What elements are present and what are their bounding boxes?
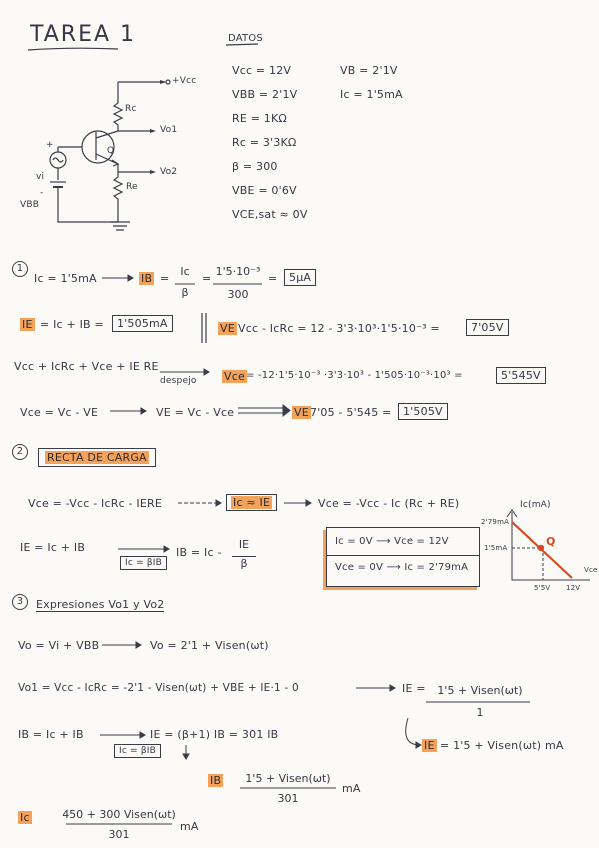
page-title: TAREA 1 bbox=[30, 22, 137, 47]
s3-vo-expr: Vo = Vi + VBB bbox=[18, 639, 100, 652]
s1-ve2-result: 1'505V bbox=[398, 403, 448, 420]
s1-ic-value: Ic = 1'5mA bbox=[34, 272, 97, 285]
s3-ic-unit: mA bbox=[180, 820, 199, 833]
datos-item: β = 300 bbox=[232, 160, 278, 173]
s3-ie-beta: IE = (β+1) IB = 301 IB bbox=[150, 728, 279, 741]
datos-item: VB = 2'1V bbox=[340, 64, 398, 77]
graph-xlabel: Vce bbox=[584, 566, 598, 574]
datos-item: RE = 1KΩ bbox=[232, 112, 288, 125]
s3-ie-label: IE = bbox=[402, 682, 426, 695]
vo1-label: Vo1 bbox=[160, 125, 178, 135]
s1-ib-result: 5μA bbox=[284, 269, 316, 286]
s3-vo1-expr: Vo1 = Vcc - IcRc = -2'1 - Visen(ωt) + VBE + IE·1 - 0 bbox=[18, 682, 299, 694]
s1-eq: = bbox=[160, 272, 170, 285]
s3-ib-symbol: IB bbox=[210, 774, 222, 787]
s3-ie-result: = 1'5 + Visen(ωt) mA bbox=[440, 739, 564, 752]
s3-ic-box: Ic = βIB bbox=[114, 744, 161, 758]
graph-ytick-1: 2'79mA bbox=[481, 518, 510, 526]
s1-ib-symbol: IB bbox=[141, 272, 153, 285]
s1-despejo: despejo bbox=[160, 376, 197, 386]
s3-ib-unit: mA bbox=[342, 782, 361, 795]
s1-ve2-expr: 7'05 - 5'545 = bbox=[310, 406, 392, 419]
s3-vo-expr2: Vo = 2'1 + Visen(ωt) bbox=[150, 639, 269, 652]
section-3-title: Expresiones Vo1 y Vo2 bbox=[36, 598, 165, 611]
datos-item: Vcc = 12V bbox=[232, 64, 292, 77]
datos-item: Ic = 1'5mA bbox=[340, 88, 403, 101]
rc-label: Rc bbox=[125, 104, 137, 114]
s2-ic-box: Ic = βIB bbox=[120, 556, 167, 570]
s2-vce-expr: Vce = -Vcc - IcRc - IERE bbox=[28, 497, 162, 510]
s1-ve-expr: Vcc - IcRc = 12 - 3'3·10³·1'5·10⁻³ = bbox=[238, 322, 440, 335]
vcc-label: +Vcc bbox=[172, 76, 197, 86]
re-label: Re bbox=[126, 182, 138, 192]
s1-ie-symbol: IE bbox=[22, 318, 33, 331]
s3-ie-symbol: IE bbox=[424, 739, 435, 752]
s1-ve-symbol: VE bbox=[220, 322, 235, 335]
s2-frac-den: β bbox=[232, 556, 256, 570]
s2-cond-2: Vce = 0V ⟶ Ic = 2'79mA bbox=[335, 562, 469, 573]
s1-vce-result: 5'545V bbox=[496, 367, 546, 384]
s1-kvl-expr: Vcc + IcRc + Vce + IE RE bbox=[14, 360, 159, 373]
s1-ve-result: 7'05V bbox=[466, 319, 509, 336]
s1-frac1-den: β bbox=[181, 286, 189, 299]
vbb-label: VBB bbox=[20, 200, 40, 210]
graph-ylabel: Ic(mA) bbox=[520, 500, 551, 510]
s1-ve-def: VE = Vc - Vce bbox=[156, 406, 235, 419]
datos-item: Rc = 3'3KΩ bbox=[232, 136, 297, 149]
s1-frac2-den: 300 bbox=[227, 288, 249, 301]
s1-ve2-symbol: VE bbox=[294, 406, 309, 419]
s1-ie-expr: = Ic + IB = bbox=[40, 318, 104, 331]
s1-vce-symbol: Vce bbox=[224, 370, 245, 383]
graph-ytick-2: 1'5mA bbox=[484, 544, 508, 552]
s1-ie-result: 1'505mA bbox=[112, 315, 173, 332]
s3-ie-num: 1'5 + Visen(ωt) bbox=[437, 684, 523, 697]
s3-ic-den: 301 bbox=[108, 828, 130, 841]
s3-ib-expr: IB = Ic + IB bbox=[18, 728, 84, 741]
s1-vce-def: Vce = Vc - VE bbox=[20, 406, 99, 419]
plus-sign: + bbox=[46, 140, 54, 150]
s2-cond-1: Ic = 0V ⟶ Vce = 12V bbox=[335, 536, 449, 547]
datos-item: VCE,sat ≈ 0V bbox=[232, 208, 308, 221]
datos-heading: DATOS bbox=[228, 33, 263, 44]
s1-frac2-num: 1'5·10⁻³ bbox=[215, 265, 261, 278]
s1-frac1-num: Ic bbox=[180, 265, 190, 278]
datos-item: VBE = 0'6V bbox=[232, 184, 297, 197]
s3-ib-num: 1'5 + Visen(ωt) bbox=[245, 772, 331, 785]
s2-ib-expr: IB = Ic - bbox=[176, 546, 222, 559]
minus-sign: - bbox=[40, 188, 44, 198]
s3-ic-num: 450 + 300 Visen(ωt) bbox=[62, 808, 176, 821]
graph-xtick-2: 12V bbox=[566, 584, 581, 592]
s3-ic-symbol: Ic bbox=[20, 811, 30, 824]
s2-frac-num: IE bbox=[238, 538, 250, 551]
s2-vce-expr2: Vce = -Vcc - Ic (Rc + RE) bbox=[318, 497, 460, 510]
section-2-title: RECTA DE CARGA bbox=[38, 448, 156, 467]
section-1-number: 1 bbox=[12, 261, 28, 277]
s1-vce-expr: = -12·1'5·10⁻³ ·3'3·10³ - 1'505·10⁻³·10³ = bbox=[246, 370, 463, 381]
section-3-number: 3 bbox=[12, 594, 28, 610]
s3-ie-den: 1 bbox=[476, 706, 484, 719]
graph-xtick-1: 5'5V bbox=[534, 584, 551, 592]
s2-approx-box: Ic ≈ IE bbox=[226, 494, 277, 511]
datos-item: VBB = 2'1V bbox=[232, 88, 298, 101]
vi-label: vi bbox=[36, 172, 45, 182]
section-2-number: 2 bbox=[12, 444, 28, 460]
q-label: Q bbox=[107, 146, 115, 156]
graph-q-label: Q bbox=[546, 535, 556, 548]
s2-ie-expr: IE = Ic + IB bbox=[20, 541, 86, 554]
s3-ib-den: 301 bbox=[277, 792, 299, 805]
vo2-label: Vo2 bbox=[160, 167, 178, 177]
